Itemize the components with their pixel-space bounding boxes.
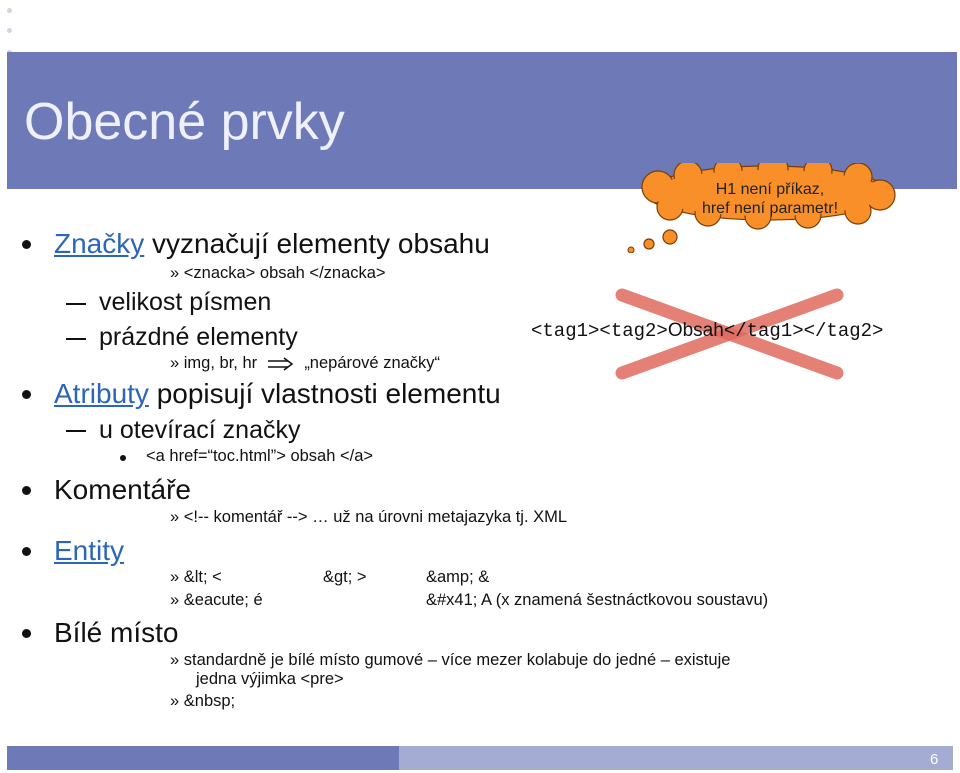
item-komentare: Komentáře: [54, 474, 191, 505]
entity-gt: &gt; >: [323, 568, 367, 586]
dash: [66, 338, 86, 340]
entity-amp: &amp; &: [426, 568, 490, 586]
img-example-prefix: » img, br, hr: [170, 354, 258, 372]
item-entity: [54, 535, 124, 567]
komentar-example: » <!-- komentář --> … už na úrovni metajazyka tj. XML: [170, 508, 568, 526]
tag-content: Obsah: [667, 320, 724, 341]
decoration-dot: [7, 28, 12, 33]
img-example-suffix: „nepárové značky“: [304, 354, 441, 372]
page-number: 6: [930, 751, 939, 768]
bullet: [22, 390, 31, 399]
tag-example: [531, 320, 883, 342]
footer-bar-left: [7, 746, 399, 770]
cloud-line1: H1 není příkaz,: [715, 181, 825, 198]
bullet: [22, 547, 31, 556]
bile-line2: jedna výjimka <pre>: [196, 670, 344, 688]
img-example: [170, 354, 440, 373]
item-znacky: [54, 228, 490, 260]
link-atributy[interactable]: Atributy: [54, 378, 149, 409]
item-atributy: [54, 378, 501, 410]
bullet: [120, 455, 126, 461]
bullet: [22, 486, 31, 495]
znacky-text: vyznačují elementy obsahu: [144, 228, 490, 259]
bile-line1: » standardně je bílé místo gumové – více mezer kolabuje do jedné – existuje: [170, 651, 731, 669]
footer-bar-right: [399, 746, 953, 770]
tag-close: </tag1></tag2>: [723, 320, 884, 342]
item-velikost: velikost písmen: [99, 288, 272, 316]
item-prazdne: prázdné elementy: [99, 323, 298, 351]
href-example: <a href=“toc.html”> obsah </a>: [146, 447, 374, 465]
bullet: [22, 629, 31, 638]
item-oteviraci: u otevírací značky: [99, 416, 301, 444]
cloud-line2: href není parametr!: [701, 200, 839, 217]
link-entity[interactable]: Entity: [54, 535, 125, 566]
bullet: [22, 240, 31, 249]
entity-eacute: » &eacute; é: [170, 591, 263, 609]
atributy-text: popisují vlastnosti elementu: [148, 378, 501, 409]
link-znacky[interactable]: Značky: [54, 228, 145, 259]
decoration-dot: [7, 8, 12, 13]
dash: [66, 303, 86, 305]
dash: [66, 430, 86, 432]
znacky-example: » <znacka> obsah </znacka>: [170, 264, 386, 282]
slide-title: Obecné prvky: [24, 93, 345, 151]
item-bile-misto: Bílé místo: [54, 617, 179, 648]
entity-lt: » &lt; <: [170, 568, 222, 586]
implies-arrow-icon: [266, 357, 296, 371]
nbsp-example: » &nbsp;: [170, 692, 236, 710]
cloud-text: [670, 180, 870, 218]
entity-hex: &#x41; A (x znamená šestnáctkovou soustavu): [426, 591, 769, 609]
tag-open: <tag1><tag2>: [531, 320, 668, 342]
